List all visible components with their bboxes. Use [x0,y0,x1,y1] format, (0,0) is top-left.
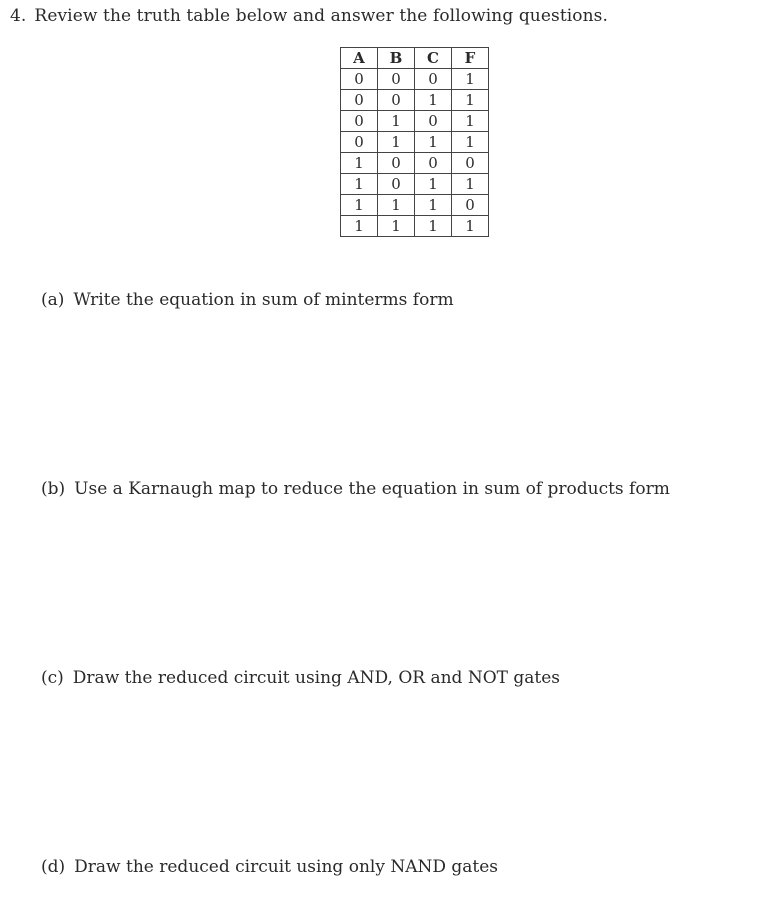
part-c-text: Draw the reduced circuit using AND, OR and NOT gates [72,668,561,688]
part-d [41,857,498,877]
cell-a: 0 [341,69,378,90]
cell-b: 0 [378,90,415,111]
cell-f: 1 [452,216,489,237]
cell-c: 1 [415,174,452,195]
cell-c: 1 [415,195,452,216]
question-number: 4. [10,6,27,26]
part-d-label: (d) [41,857,66,877]
part-c-label: (c) [41,668,64,688]
cell-a: 0 [341,132,378,153]
truth-table [340,47,489,237]
cell-b: 0 [378,153,415,174]
table-row [341,90,489,111]
cell-b: 1 [378,111,415,132]
cell-a: 1 [341,195,378,216]
cell-b: 1 [378,195,415,216]
cell-c: 1 [415,90,452,111]
cell-f: 0 [452,195,489,216]
part-b-text: Use a Karnaugh map to reduce the equation in sum of products form [74,479,670,499]
header-c: C [415,48,452,69]
cell-b: 1 [378,132,415,153]
cell-f: 1 [452,111,489,132]
part-c [41,668,560,688]
table-row [341,195,489,216]
cell-b: 0 [378,174,415,195]
table-row [341,174,489,195]
part-a-text: Write the equation in sum of minterms form [73,290,454,310]
cell-a: 1 [341,174,378,195]
part-b-label: (b) [41,479,66,499]
cell-c: 1 [415,132,452,153]
question-text: Review the truth table below and answer the following questions. [34,6,609,26]
cell-c: 0 [415,69,452,90]
cell-f: 1 [452,69,489,90]
part-a [41,290,454,310]
cell-a: 0 [341,90,378,111]
cell-f: 1 [452,132,489,153]
cell-c: 0 [415,111,452,132]
cell-b: 0 [378,69,415,90]
cell-c: 1 [415,216,452,237]
part-a-label: (a) [41,290,65,310]
cell-f: 1 [452,174,489,195]
header-f: F [452,48,489,69]
cell-a: 0 [341,111,378,132]
cell-a: 1 [341,216,378,237]
table-row [341,69,489,90]
part-b [41,479,670,499]
question-header [10,6,608,26]
part-d-text: Draw the reduced circuit using only NAND gates [74,857,499,877]
cell-b: 1 [378,216,415,237]
truth-table-header-row [341,48,489,69]
cell-f: 0 [452,153,489,174]
table-row [341,111,489,132]
table-row [341,216,489,237]
header-b: B [378,48,415,69]
cell-a: 1 [341,153,378,174]
table-row [341,132,489,153]
header-a: A [341,48,378,69]
cell-f: 1 [452,90,489,111]
table-row [341,153,489,174]
cell-c: 0 [415,153,452,174]
